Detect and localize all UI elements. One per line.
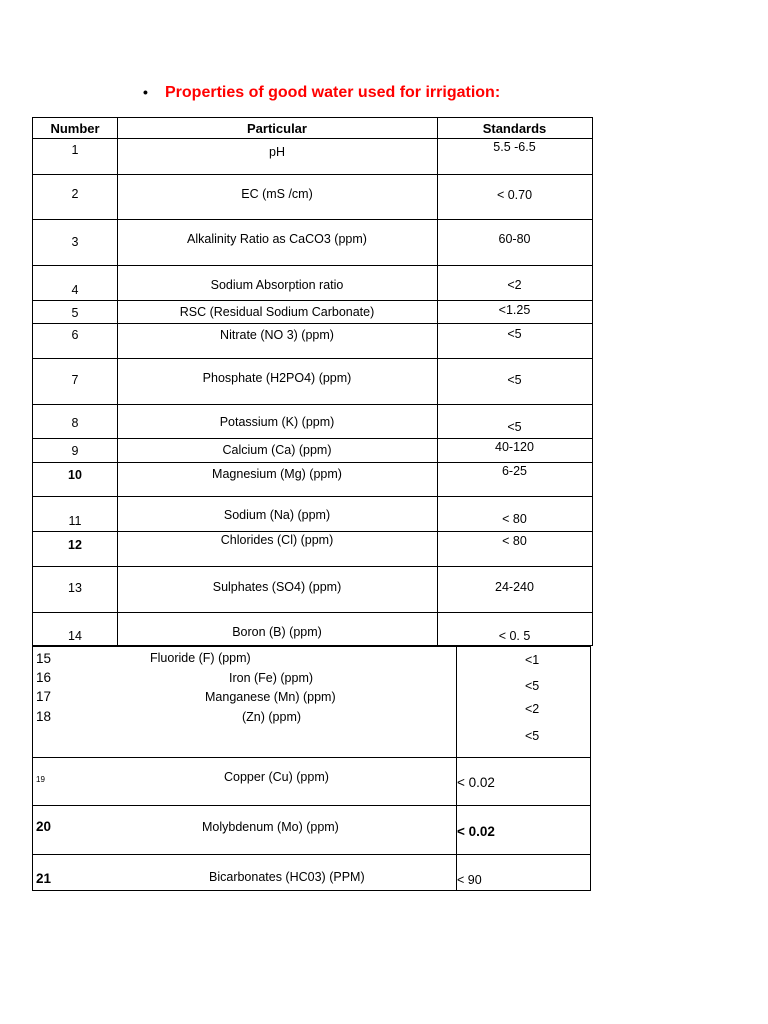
row-number: 20 [36, 819, 52, 834]
row-divider [33, 265, 592, 266]
row-particular: Phosphate (H2PO4) (ppm) [202, 371, 352, 385]
row-divider [33, 174, 592, 175]
row-number: 18 [36, 709, 52, 724]
row-standard: < 0. 5 [498, 629, 531, 643]
row-standard: <1.25 [498, 303, 531, 317]
row-particular: Alkalinity Ratio as CaCO3 (ppm) [187, 232, 367, 246]
row-number: 10 [68, 468, 82, 482]
row-number: 9 [71, 444, 79, 458]
row-particular: EC (mS /cm) [241, 187, 313, 201]
row-particular: Manganese (Mn) (ppm) [205, 690, 336, 704]
row-number: 8 [71, 416, 79, 430]
row-particular: Sodium (Na) (ppm) [223, 508, 331, 522]
standards-table [32, 117, 593, 646]
row-number: 14 [68, 629, 82, 643]
row-divider [33, 404, 592, 405]
row-standard: <2 [507, 278, 522, 292]
row-particular: Boron (B) (ppm) [232, 625, 322, 639]
row-divider [33, 438, 592, 439]
row-number: 15 [36, 651, 52, 666]
row-divider [33, 496, 592, 497]
row-number: 3 [71, 235, 79, 249]
header-particular: Particular [247, 121, 307, 136]
row-particular: Calcium (Ca) (ppm) [222, 443, 332, 457]
row-number: 2 [71, 187, 79, 201]
row-particular: Potassium (K) (ppm) [219, 415, 335, 429]
standards-table-continued [32, 646, 591, 891]
row-number: 16 [36, 670, 52, 685]
row-standard: < 0.70 [496, 188, 533, 202]
row-number: 19 [36, 775, 45, 784]
row-particular: Sulphates (SO4) (ppm) [212, 580, 342, 594]
header-number: Number [50, 121, 100, 136]
row-divider [33, 300, 592, 301]
header-standards: Standards [482, 121, 547, 136]
row-particular: Copper (Cu) (ppm) [224, 770, 329, 784]
row-particular: Chlorides (Cl) (ppm) [220, 533, 334, 547]
row-standard: < 80 [502, 534, 527, 548]
row-standard: <2 [525, 702, 540, 716]
row-particular: Bicarbonates (HC03) (PPM) [209, 870, 365, 884]
row-number: 6 [71, 328, 79, 342]
row-number: 11 [68, 514, 82, 528]
row-particular: Nitrate (NO 3) (ppm) [220, 328, 334, 342]
row-divider [33, 219, 592, 220]
bullet-icon: • [143, 84, 148, 100]
row-particular: Magnesium (Mg) (ppm) [212, 467, 342, 481]
row-divider [33, 138, 592, 139]
row-divider [33, 612, 592, 613]
row-divider [33, 531, 592, 532]
row-standard: 6-25 [501, 464, 528, 478]
row-divider [33, 757, 590, 758]
row-particular: Molybdenum (Mo) (ppm) [202, 820, 339, 834]
row-number: 21 [36, 871, 52, 886]
row-standard: <5 [525, 729, 540, 743]
row-standard: <5 [507, 420, 522, 434]
row-number: 5 [71, 306, 79, 320]
row-standard: 60-80 [498, 232, 531, 246]
row-standard: < 80 [502, 512, 527, 526]
row-divider [33, 854, 590, 855]
row-particular: pH [269, 145, 285, 159]
row-divider [33, 323, 592, 324]
row-standard: < 90 [457, 873, 482, 887]
row-number: 7 [71, 373, 79, 387]
row-standard: 40-120 [495, 440, 534, 454]
row-particular: Fluoride (F) (ppm) [150, 651, 251, 665]
row-particular: (Zn) (ppm) [242, 710, 302, 724]
page-heading [143, 84, 500, 102]
row-particular: Iron (Fe) (ppm) [229, 671, 314, 685]
row-standard: <5 [507, 373, 522, 387]
row-standard: 24-240 [495, 580, 534, 594]
heading-text: Properties of good water used for irrigation: [165, 84, 501, 101]
row-standard: <1 [525, 653, 540, 667]
row-number: 12 [68, 538, 82, 552]
row-number: 1 [71, 143, 79, 157]
row-divider [33, 566, 592, 567]
row-number: 13 [68, 581, 82, 595]
row-divider [33, 358, 592, 359]
row-number: 4 [71, 283, 79, 297]
row-standard: < 0.02 [457, 775, 495, 790]
row-standard: <5 [507, 327, 522, 341]
row-divider [33, 462, 592, 463]
row-standard: < 0.02 [457, 824, 495, 839]
row-particular: Sodium Absorption ratio [210, 278, 344, 292]
row-standard: <5 [525, 679, 540, 693]
row-standard: 5.5 -6.5 [493, 140, 536, 154]
row-divider [33, 805, 590, 806]
row-particular: RSC (Residual Sodium Carbonate) [179, 305, 375, 319]
row-number: 17 [36, 689, 52, 704]
